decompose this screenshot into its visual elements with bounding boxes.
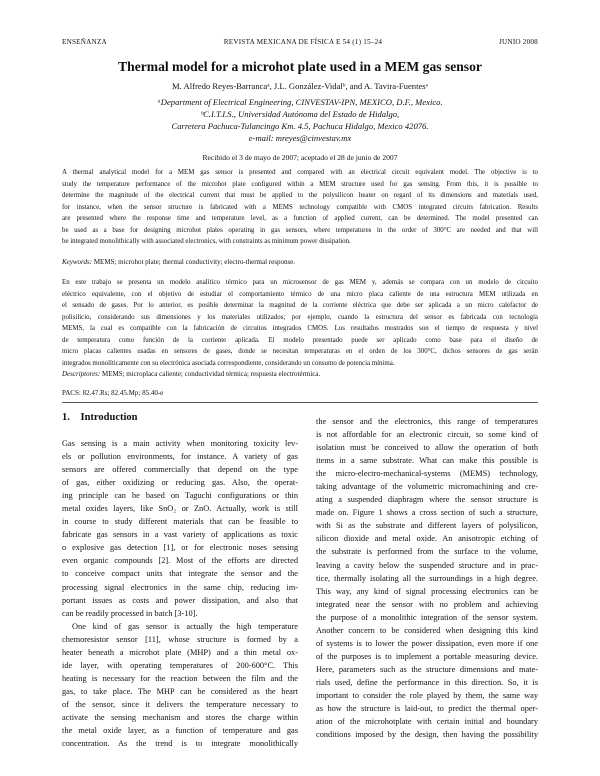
keywords-text: MEMS; microhot plate; thermal conductivity; electro-thermal response. [93,258,296,266]
body-column-right [316,415,538,741]
divider [62,402,538,403]
body-line: items in a same substrate. What can make this possible is [316,456,538,466]
header-section: ENSEÑANZA [62,38,107,46]
received-dates: Recibido el 3 de mayo de 2007; aceptado el 28 de junio de 2007 [202,153,398,162]
affiliation-3: Carretera Pachuca-Tulancingo Km. 4.5, Pachuca Hidalgo, Mexico 42076. [171,121,429,131]
body-line: isolation must be conceived to allow the operation of both [316,443,538,453]
body-line: Gas sensing is a main activity when monitoring toxicity lev- [62,439,298,448]
body-line: Another concern to be considered when designing this kind [316,625,538,635]
paper-title: Thermal model for a microhot plate used in a MEM gas sensor [118,59,482,74]
body-line: sensors are offered commercially that depend on the type [62,465,298,475]
body-line: the micro-electro-mechanical-systems (MEMS) technology, [316,469,538,479]
body-line: concentration. As the trend is to integrate monolithically [62,739,298,749]
body-line: heater beneath a microhot plate (MHP) and a thin metal ox- [62,647,298,657]
body-line: of the sensor, since it delivers the temperature necessary to [62,699,298,709]
running-header [62,38,538,46]
body-line: ide layer, with operating temperatures of 200-600°C. This [62,660,298,670]
body-line: the metal oxide layer, as a function of temperature and gas [62,726,298,736]
body-line: even organic compounds [2]. Most of the efforts are directed [62,556,298,566]
contact-email: e-mail: mreyes@cinvestav.mx [248,133,352,143]
body-line: of systems is to lower the power dissipation, even more if one [316,638,538,648]
body-line: is not affordable for an electronic circuit, so some kind of [316,430,538,440]
body-line: of gas, either oxidizing or reducing gas. Also, the operat- [62,478,298,488]
body-line: of the purposes is to implement a portable measuring device. [316,651,538,661]
body-line: o explosive gas detection [1], or for electronic noses sensing [62,543,298,553]
body-line: integrated near the sensor with no problem and achieving [316,599,538,609]
body-line: ing principle can be based on Taguchi configurations or thin [62,491,298,501]
pacs-codes: PACS: 82.47.Rs; 82.45.Mp; 85.40-e [62,389,164,397]
body-line: in course to study different materials that can be feasible to [62,517,298,527]
body-line: One kind of gas sensor is actually the high temperature [72,621,298,631]
body-line: chemoresistor sensor [11], whose structure is formed by a [62,634,298,644]
affiliation-1: ᵃDepartment of Electrical Engineering, CINVESTAV-IPN, MEXICO, D.F., Mexico. [157,97,443,107]
body-line: gas, to take place. The MHP can be considered as the heart [62,686,298,696]
abstract-line: MEMS, la cual es compatible con la fabricación de circuitos integrados CMOS. Los resultados mostrados son el tiempo de respuesta y nivel [62,325,538,332]
section-heading [62,412,138,423]
abstract-line: study the temperature performance of the microhot plate configured within a MEM structure used for gas sensing. From this, it is possible to [62,180,538,188]
abstract-line: de temperatura como función de la corriente aplicada. El modelo presentado puede ser aplicado como base para el diseño de [62,336,538,344]
abstract-line: are presented where the response time and temperature level, as a function of applied current, can be determined. The model presented can [62,215,538,222]
abstract-spanish [62,277,538,369]
body-line: silicon dioxide and metal oxide. An anisotropic etching of [316,534,538,544]
body-line: metal oxides layers, like SnO₂ or ZnO. Actually, work is still [62,504,298,514]
body-line: important to consider the role played by them, the same way [316,690,538,700]
section-number: 1. [62,412,70,423]
body-line: with Si as the substrate and different layers of polysilicon, [316,521,538,531]
body-line: made on. Figure 1 shows a cross section of such a structure, [316,508,538,518]
abstract-line: be integrated monolithically with associated electronics, with constraints as minimum power dissipation. [62,238,351,245]
body-line: to conceive compact units that integrate the sensor and the [62,569,298,579]
body-line: the sensor and the electronics, this range of temperatures [316,417,538,426]
abstract-line: integrados monolíticamente con su electrónica asociada correspondiente, considerando un consumo de potencia mínima. [62,359,395,367]
abstract-line: for instance, when the sensor structure is fabricated with a MEMS technology compatible with CMOS integrated circuits fabrication. Results [62,203,538,211]
abstract-english [62,167,538,248]
header-date: JUNIO 2008 [499,38,538,46]
body-line: processing signal electronics in the same chip, reducing im- [62,582,298,592]
keywords-label: Descriptores: [62,370,101,378]
body-line: leaving a cavity below the suspended structure and in prac- [316,560,538,570]
keywords-label: Keywords: [62,258,93,266]
abstract-line: determine the magnitude of the electrical current that must be applied to the polysilicon heater on regard of its dimensions and materials used, [62,192,538,199]
body-line: portant issues as costs and power dissipation, and also that [62,595,298,605]
affiliation-2: ᵇC.I.T.I.S., Universidad Autónoma del Estado de Hidalgo, [200,109,400,119]
keywords-english [62,258,538,266]
body-line: fabricate gas sensors in a vast variety of applications as toxic [62,530,298,540]
body-line: rials used, define the performance in this direction. So, it is [316,677,538,687]
paper-authors: M. Alfredo Reyes-Barrancaᵃ, J.L. González-Vidalᵇ, and A. Tavira-Fuentesᵃ [172,81,428,91]
abstract-line: En este trabajo se presenta un modelo analítico térmico para un microsensor de gas MEM y, además se compara con un modelo de circuito [62,279,538,286]
body-line: activate the sensing mechanism and stores the charge within [62,712,298,722]
body-line: the purpose of a monolithic integration of the sensor system. [316,612,538,622]
keywords-text: MEMS; microplaca caliente; conductividad térmica; respuesta electrotérmica. [101,370,321,378]
abstract-line: polisilicio, considerando sus dimensiones y los materiales utilizados; por ejemplo, cuando la estructura del sensor es fabricada con tecnología [62,313,538,321]
abstract-line: be used as a base for designing microhot plates operating in gas sensors, where temperatures in the order of 300°C are needed and that will [62,226,538,234]
body-line: ating a suspended diaphragm where the sensor structure is [316,495,538,505]
body-line: ation of the microhotplate with certain initial and boundary [316,717,538,727]
abstract-line: eléctrico equivalente, con el objetivo de estudiar el comportamiento térmico de una micro placa caliente de una estructura MEM utilizada en [62,290,538,298]
body-line: tice, thermally isolating all the surroundings in a high degree. [316,573,538,583]
body-line: conditions imposed by the design, then having the possibility [316,730,538,740]
abstract-line: el sensado de gases. Por lo anterior, es posible determinar la magnitud de la corriente eléctrica que debe ser aplicada a un micro calefactor de [62,302,538,309]
body-line: This way, any kind of signal processing electronics can be [316,586,538,596]
body-line: as how the structure is laid-out, to predict the thermal oper- [316,704,538,714]
body-line: the substrate is performed from the surface to the volume, [316,547,538,557]
keywords-spanish [62,370,538,378]
abstract-line: micro placas calientes usadas en sensores de gases, donde se necesitan temperaturas en el orden de los 300°C, dichos sensores de gas serán [62,348,538,355]
header-journal: REVISTA MEXICANA DE FÍSICA E 54 (1) 15–24 [223,38,383,46]
body-line: heating is necessary for the reaction between the film and the [62,673,298,683]
body-column-left [62,437,298,750]
section-title: Introduction [80,412,138,423]
body-line: els or pollution environments, for instance. A variety of gas [62,452,298,462]
body-line: taking advantage of the volumetric micromachining and cre- [316,482,538,492]
body-line: can be readily processed in batch [3-10]. [62,608,198,618]
abstract-line: A thermal analytical model for a MEM gas sensor is presented and compared with an electrical circuit equivalent model. The objective is to [62,169,538,176]
body-line: Here, parameters such as the structure dimensions and mate- [316,664,538,674]
